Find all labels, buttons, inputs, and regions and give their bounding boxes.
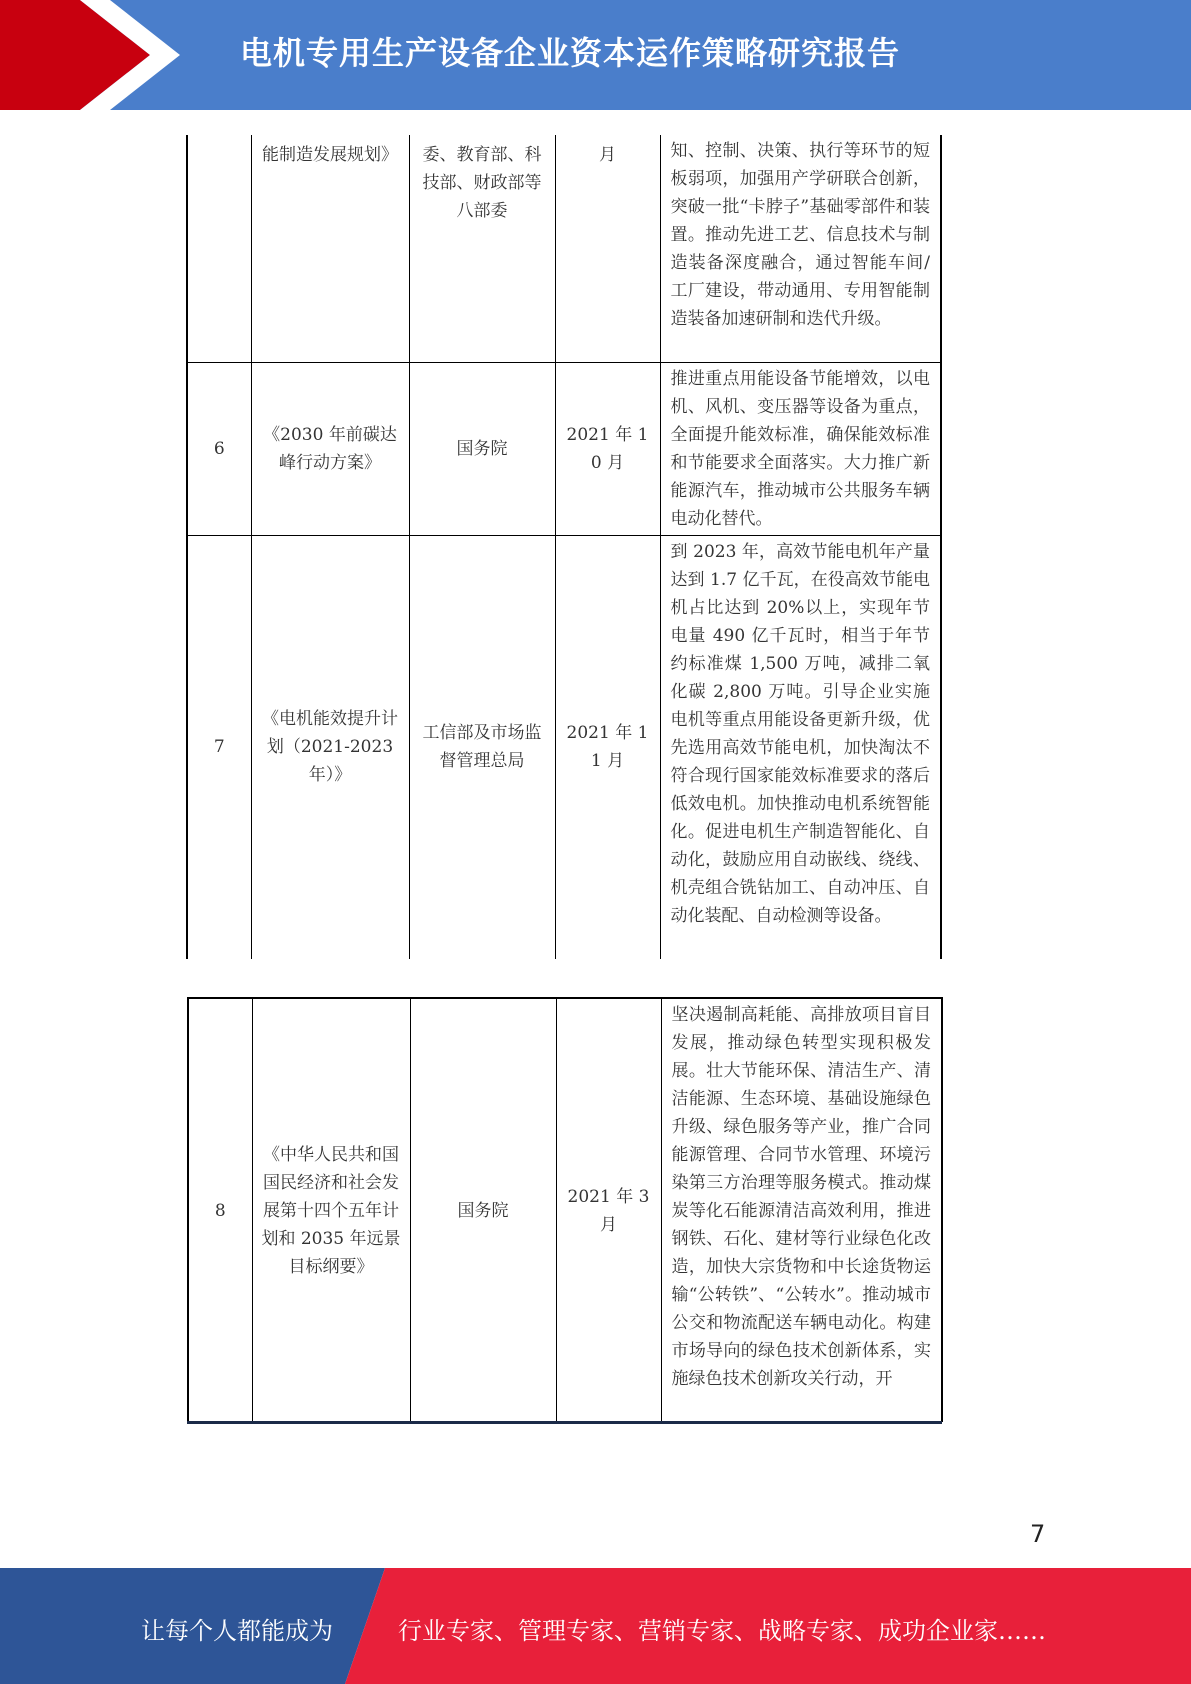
issue-date: 2021 年 10 月 xyxy=(555,362,660,535)
row-number xyxy=(187,135,251,362)
policy-content: 知、控制、决策、执行等环节的短板弱项，加强用产学研联合创新，突破一批“卡脖子”基础零部件和装置。推动先进工艺、信息技术与制造装备深度融合，通过智能车间/工厂建设，带动通用、专用智能制造装备加速研制和迭代升级。 xyxy=(660,135,941,362)
page-number: 7 xyxy=(1030,1520,1046,1548)
footer-slogan-right: 行业专家、管理专家、营销专家、战略专家、成功企业家…… xyxy=(398,1617,1046,1645)
table-row xyxy=(188,998,942,1422)
issuing-department: 国务院 xyxy=(410,998,556,1422)
table-bottom-rule xyxy=(187,1421,942,1424)
policy-content: 到 2023 年，高效节能电机年产量达到 1.7 亿千瓦，在役高效节能电机占比达到 20%以上，实现年节电量 490 亿千瓦时，相当于年节约标准煤 1,500 万吨，减排二氧化碳 2,800 万吨。引导企业实施电机等重点用能设备更新升级，优先选用高效节能电机，加快淘汰不符合现行国家能效标准要求的落后低效电机。加快推动电机系统智能化。促进电机生产制造智能化、自动化，鼓励应用自动嵌线、绕线、机壳组合铣钻加工、自动冲压、自动化装配、自动检测等设备。 xyxy=(660,535,941,959)
table-row xyxy=(187,135,941,362)
policy-name: 《2030 年前碳达峰行动方案》 xyxy=(251,362,409,535)
report-footer xyxy=(0,1568,1191,1684)
issue-date: 2021 年 11 月 xyxy=(555,535,660,959)
policy-name: 能制造发展规划》 xyxy=(251,135,409,362)
policy-table xyxy=(186,135,942,959)
table-row xyxy=(187,362,941,535)
row-number: 7 xyxy=(187,535,251,959)
footer-slogan-left: 让每个人都能成为 xyxy=(141,1617,333,1645)
policy-name: 《中华人民共和国国民经济和社会发展第十四个五年计划和 2035 年远景目标纲要》 xyxy=(252,998,410,1422)
report-header xyxy=(0,0,1191,110)
row-number: 6 xyxy=(187,362,251,535)
row-number: 8 xyxy=(188,998,252,1422)
report-title: 电机专用生产设备企业资本运作策略研究报告 xyxy=(240,34,901,72)
policy-content: 推进重点用能设备节能增效，以电机、风机、变压器等设备为重点，全面提升能效标准，确保能效标准和节能要求全面落实。大力推广新能源汽车，推动城市公共服务车辆电动化替代。 xyxy=(660,362,941,535)
issue-date: 月 xyxy=(555,135,660,362)
policy-content: 坚决遏制高耗能、高排放项目盲目发展，推动绿色转型实现积极发展。壮大节能环保、清洁生产、清洁能源、生态环境、基础设施绿色升级、绿色服务等产业，推广合同能源管理、合同节水管理、环境污染第三方治理等服务模式。推动煤炭等化石能源清洁高效利用，推进钢铁、石化、建材等行业绿色化改造，加快大宗货物和中长途货物运输“公转铁”、“公转水”。推动城市公交和物流配送车辆电动化。构建市场导向的绿色技术创新体系，实施绿色技术创新攻关行动，开 xyxy=(661,998,942,1422)
policy-table-continued xyxy=(187,997,943,1422)
issuing-department: 国务院 xyxy=(409,362,555,535)
issuing-department: 工信部及市场监督管理总局 xyxy=(409,535,555,959)
policy-name: 《电机能效提升计划（2021-2023 年）》 xyxy=(251,535,409,959)
table-row xyxy=(187,535,941,959)
issue-date: 2021 年 3 月 xyxy=(556,998,661,1422)
issuing-department: 委、教育部、科技部、财政部等八部委 xyxy=(409,135,555,362)
